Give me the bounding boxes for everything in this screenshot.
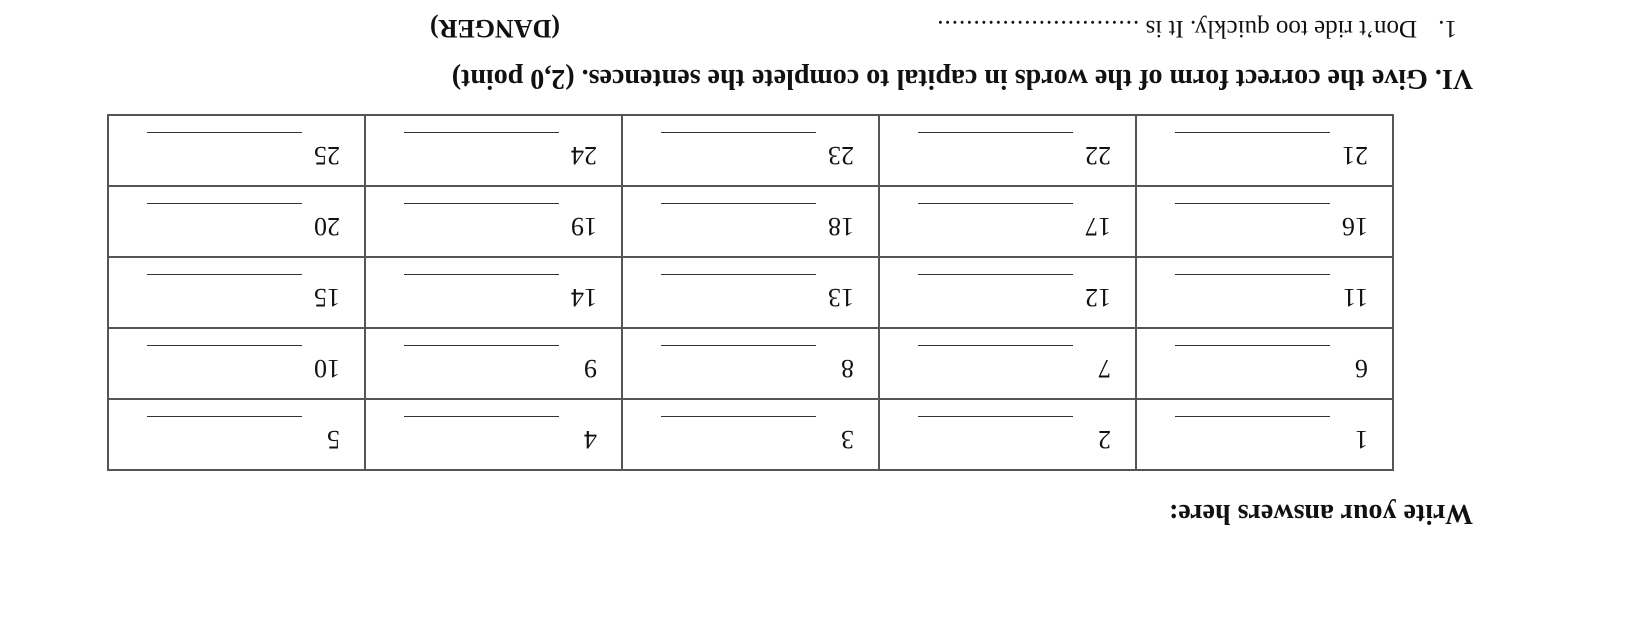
answer-blank-line bbox=[1175, 345, 1330, 346]
answer-blank-line bbox=[147, 416, 302, 417]
answer-cell[interactable] bbox=[622, 328, 879, 399]
answer-blank-line bbox=[147, 345, 302, 346]
question-1 bbox=[936, 16, 1457, 41]
answer-number: 16 bbox=[1342, 212, 1368, 241]
answer-cell[interactable] bbox=[365, 115, 622, 186]
answer-number: 24 bbox=[571, 141, 597, 170]
answer-blank-line bbox=[1175, 274, 1330, 275]
answer-number: 4 bbox=[584, 425, 597, 454]
answer-blank-line bbox=[404, 203, 559, 204]
answer-blank-line bbox=[1175, 416, 1330, 417]
answer-number: 9 bbox=[584, 354, 597, 383]
answer-blank-line bbox=[918, 416, 1073, 417]
answer-cell[interactable] bbox=[1136, 328, 1393, 399]
answer-blank-line bbox=[404, 132, 559, 133]
answer-blank-line bbox=[661, 274, 816, 275]
answer-cell[interactable] bbox=[879, 186, 1136, 257]
answer-cell[interactable] bbox=[622, 115, 879, 186]
answer-blank-line bbox=[918, 132, 1073, 133]
answer-number: 23 bbox=[828, 141, 854, 170]
answer-blank-line bbox=[1175, 132, 1330, 133]
answer-blank-line bbox=[918, 345, 1073, 346]
answer-blank-line bbox=[661, 132, 816, 133]
answer-number: 21 bbox=[1342, 141, 1368, 170]
answer-number: 8 bbox=[841, 354, 854, 383]
answer-blank-line bbox=[404, 345, 559, 346]
answer-blank-line bbox=[661, 416, 816, 417]
answer-cell[interactable] bbox=[365, 186, 622, 257]
section-heading: VI. Give the correct form of the words in capital to complete the sentences. (2,0 point) bbox=[451, 63, 1473, 94]
answer-cell[interactable] bbox=[879, 328, 1136, 399]
answer-number: 3 bbox=[841, 425, 854, 454]
word-hint: (DANGER) bbox=[430, 14, 560, 43]
question-text: Don’t ride too quickly. It is bbox=[1145, 15, 1417, 42]
answer-number: 11 bbox=[1342, 283, 1368, 312]
answer-cell[interactable] bbox=[622, 186, 879, 257]
answer-number: 19 bbox=[571, 212, 597, 241]
answer-number: 25 bbox=[314, 141, 340, 170]
answer-cell[interactable] bbox=[1136, 115, 1393, 186]
answer-number: 7 bbox=[1098, 354, 1111, 383]
answer-cell[interactable] bbox=[879, 257, 1136, 328]
answer-cell[interactable] bbox=[1136, 257, 1393, 328]
answer-number: 18 bbox=[828, 212, 854, 241]
answer-number: 6 bbox=[1355, 354, 1368, 383]
answer-cell[interactable] bbox=[622, 257, 879, 328]
answer-blank-line bbox=[661, 345, 816, 346]
answer-cell[interactable] bbox=[108, 399, 365, 470]
answer-number: 20 bbox=[314, 212, 340, 241]
table-row bbox=[108, 186, 1393, 257]
answers-heading: Write your answers here: bbox=[1168, 498, 1473, 529]
question-number: 1. bbox=[1438, 15, 1457, 42]
answer-grid bbox=[107, 114, 1394, 471]
answer-blank-line bbox=[147, 203, 302, 204]
answer-blank-line bbox=[918, 274, 1073, 275]
answer-blank-line bbox=[1175, 203, 1330, 204]
answer-blank-line bbox=[147, 274, 302, 275]
answer-number: 2 bbox=[1098, 425, 1111, 454]
answer-number: 5 bbox=[327, 425, 340, 454]
answer-blank-line bbox=[404, 416, 559, 417]
table-row bbox=[108, 115, 1393, 186]
answer-blank[interactable]: ............................ bbox=[936, 15, 1140, 42]
table-row bbox=[108, 328, 1393, 399]
answer-number: 10 bbox=[314, 354, 340, 383]
answer-blank-line bbox=[918, 203, 1073, 204]
answer-cell[interactable] bbox=[1136, 186, 1393, 257]
answer-cell[interactable] bbox=[879, 115, 1136, 186]
answer-number: 13 bbox=[828, 283, 854, 312]
answer-number: 14 bbox=[571, 283, 597, 312]
answer-number: 15 bbox=[314, 283, 340, 312]
answer-cell[interactable] bbox=[108, 186, 365, 257]
answer-blank-line bbox=[404, 274, 559, 275]
answer-blank-line bbox=[661, 203, 816, 204]
answer-blank-line bbox=[147, 132, 302, 133]
answer-cell[interactable] bbox=[108, 115, 365, 186]
table-row bbox=[108, 257, 1393, 328]
answer-number: 17 bbox=[1085, 212, 1111, 241]
answer-cell[interactable] bbox=[622, 399, 879, 470]
answer-cell[interactable] bbox=[365, 399, 622, 470]
answer-number: 1 bbox=[1355, 425, 1368, 454]
answer-number: 12 bbox=[1085, 283, 1111, 312]
answer-number: 22 bbox=[1085, 141, 1111, 170]
answer-cell[interactable] bbox=[365, 328, 622, 399]
answer-cell[interactable] bbox=[365, 257, 622, 328]
table-row bbox=[108, 399, 1393, 470]
answer-cell[interactable] bbox=[108, 257, 365, 328]
answer-cell[interactable] bbox=[1136, 399, 1393, 470]
answer-cell[interactable] bbox=[879, 399, 1136, 470]
answer-cell[interactable] bbox=[108, 328, 365, 399]
